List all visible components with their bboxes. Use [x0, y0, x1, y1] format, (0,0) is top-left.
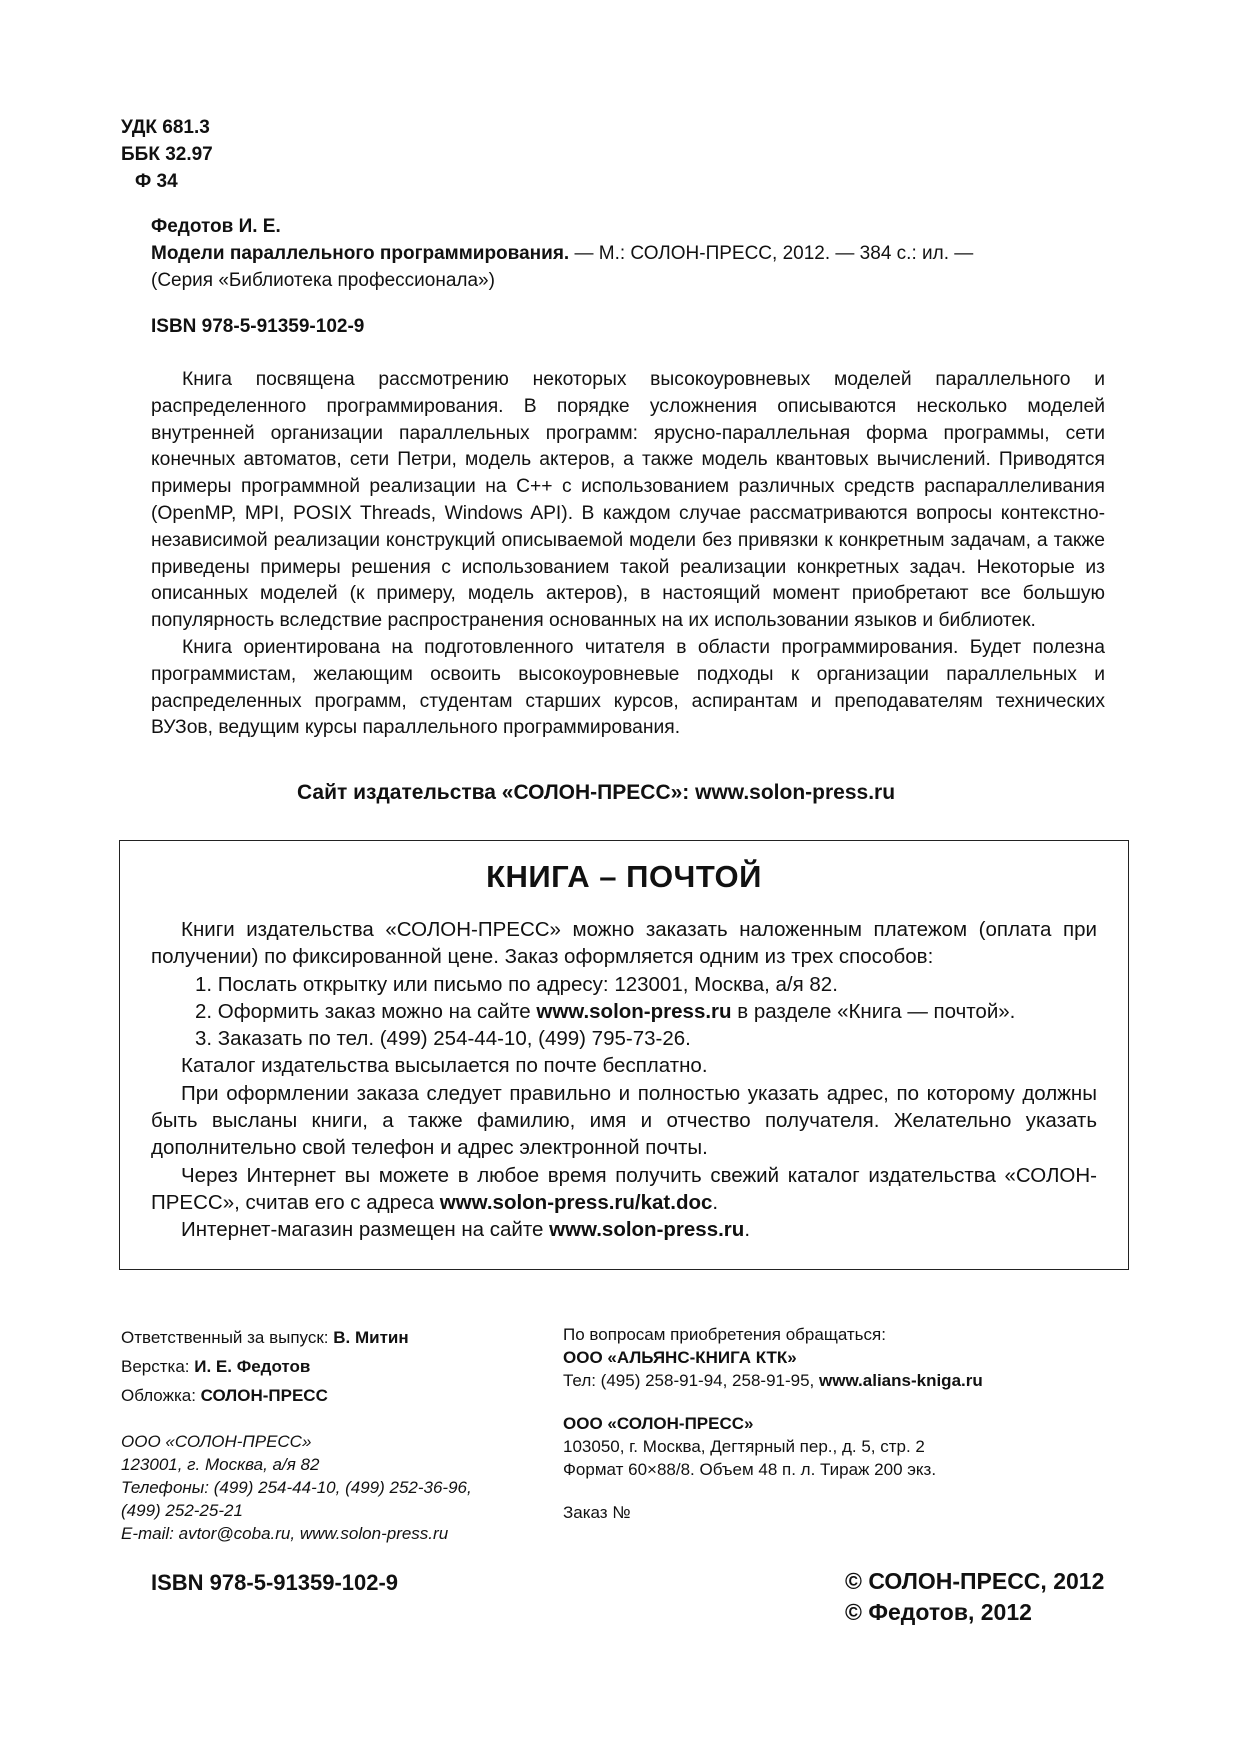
abstract — [151, 367, 1105, 742]
credit-layout-label: Верстка: — [121, 1357, 195, 1376]
book-title: Модели параллельного программирования. — [151, 243, 570, 264]
bibliographic-record — [151, 213, 1101, 294]
order-instructions: При оформлении заказа следует правильно и полностью указать адрес, по которому должны быть высланы книги, а также фамилию, имя и отчество получателя. Желательно указать дополнительно свой телефон и адрес электронной почты. — [151, 1081, 1097, 1160]
udk-code: УДК 681.3 — [121, 117, 210, 138]
shop-link[interactable]: www.solon-press.ru — [549, 1218, 745, 1242]
credit-release — [121, 1323, 409, 1352]
mail-order-body — [151, 916, 1097, 1244]
credit-cover-name: СОЛОН-ПРЕСС — [200, 1386, 328, 1405]
mail-order-title: КНИГА – ПОЧТОЙ — [486, 859, 762, 894]
publisher-name: ООО «СОЛОН-ПРЕСС» — [121, 1432, 312, 1451]
imprint: — М.: СОЛОН-ПРЕСС, 2012. — 384 с.: ил. — — [569, 243, 974, 264]
distributor-company: ООО «АЛЬЯНС-КНИГА КТК» — [563, 1348, 797, 1367]
copyright-block — [845, 1566, 1104, 1628]
credit-cover-label: Обложка: — [121, 1386, 201, 1405]
publisher-phones-2: (499) 252-25-21 — [121, 1501, 243, 1520]
series: (Серия «Библиотека профессионала») — [151, 270, 495, 291]
abstract-paragraph-1: Книга посвящена рассмотрению некоторых высокоуровневых моделей параллельного и распределенного программирования. В порядке усложнения описываются несколько моделей внутренней организации параллельных программ: ярусно-параллельная форма программы, сети конечных автоматов, сети Петри, модель актеров, а также модель квантовых вычислений. Приводятся примеры программной реализации на C++ с использованием различных средств распараллеливания (OpenMP, MPI, POSIX Threads, Windows API). В каждом случае рассматриваются вопросы контекстно-независимой реализации конструкций описываемой модели без привязки к конкретным задачам, а также приведены примеры решения с использованием такой реализации конкретных задач. Некоторые из описанных моделей (к примеру, модель актеров), в настоящий момент приобретают все большую популярность вследствие распространения основанных на их использовании языков и библиотек. — [151, 369, 1105, 632]
mail-order-intro: Книги издательства «СОЛОН-ПРЕСС» можно заказать наложенным платежом (оплата при получении) по фиксированной цене. Заказ оформляется одним из трех способов: — [151, 918, 1097, 969]
mail-order-box — [119, 840, 1129, 1270]
credit-release-name: В. Митин — [333, 1328, 409, 1347]
publisher-address — [121, 1430, 551, 1545]
publisher-phones: Телефоны: (499) 254-44-10, (499) 252-36-96, — [121, 1478, 472, 1497]
internet-catalog-tail: . — [712, 1190, 719, 1214]
isbn-bottom: ISBN 978-5-91359-102-9 — [151, 1570, 399, 1595]
publisher-site: Сайт издательства «СОЛОН-ПРЕСС»: www.solon-press.ru — [297, 781, 896, 804]
internet-catalog — [151, 1162, 1097, 1217]
spacer — [563, 1392, 1123, 1412]
internet-shop-text: Интернет-магазин размещен на сайте — [181, 1218, 550, 1242]
credit-layout — [121, 1352, 409, 1381]
distributor-phone — [563, 1369, 1123, 1392]
distributor-block — [563, 1323, 1123, 1524]
distributor-intro: По вопросам приобретения обращаться: — [563, 1325, 886, 1344]
order-site-link[interactable]: www.solon-press.ru — [536, 999, 732, 1023]
publisher-email: E-mail: avtor@coba.ru, www.solon-press.ru — [121, 1524, 449, 1543]
copyright-author: © Федотов, 2012 — [845, 1599, 1032, 1625]
credit-release-label: Ответственный за выпуск: — [121, 1328, 334, 1347]
order-method-2-tail: в разделе «Книга — почтой». — [731, 999, 1016, 1023]
abstract-paragraph-2: Книга ориентирована на подготовленного читателя в области программирования. Будет полезна программистам, желающим освоить высокоуровневые подходы к организации параллельных и распределенных программ, студентам старших курсов, аспирантам и преподавателям технических ВУЗов, ведущим курсы параллельного программирования. — [151, 636, 1105, 739]
distributor-site-link[interactable]: www.alians-kniga.ru — [819, 1371, 983, 1390]
credit-layout-name: И. Е. Федотов — [194, 1357, 311, 1376]
distributor-phone-text: Тел: (495) 258-91-94, 258-91-95, — [563, 1371, 819, 1390]
print-format: Формат 60×88/8. Объем 48 п. л. Тираж 200 экз. — [563, 1460, 937, 1479]
publisher-postal: 123001, г. Москва, а/я 82 — [121, 1455, 320, 1474]
author-mark-code: Ф 34 — [135, 171, 178, 192]
order-number: Заказ № — [563, 1503, 631, 1522]
order-method-2-text: 2. Оформить заказ можно на сайте — [195, 999, 537, 1023]
catalog-link[interactable]: www.solon-press.ru/kat.doc — [439, 1190, 713, 1214]
isbn-top: ISBN 978-5-91359-102-9 — [151, 316, 365, 337]
printer-company: ООО «СОЛОН-ПРЕСС» — [563, 1414, 754, 1433]
internet-shop-tail: . — [744, 1218, 751, 1242]
printer-address: 103050, г. Москва, Дегтярный пер., д. 5, стр. 2 — [563, 1437, 925, 1456]
order-method-2 — [151, 998, 1097, 1025]
author-name: Федотов И. Е. — [151, 216, 281, 237]
order-method-1: 1. Послать открытку или письмо по адресу: 123001, Москва, а/я 82. — [195, 972, 838, 996]
credit-cover — [121, 1381, 409, 1410]
spacer — [563, 1481, 1123, 1501]
classification-block — [121, 114, 213, 195]
bbk-code: ББК 32.97 — [121, 144, 213, 165]
copyright-publisher: © СОЛОН-ПРЕСС, 2012 — [845, 1568, 1105, 1594]
order-method-3: 3. Заказать по тел. (499) 254-44-10, (499) 795-73-26. — [195, 1027, 691, 1051]
credits — [121, 1323, 409, 1410]
internet-catalog-text: Через Интернет вы можете в любое время получить свежий каталог издательства «СОЛОН-ПРЕСС», считав его с адреса — [151, 1163, 1097, 1214]
title-line — [151, 240, 1101, 267]
internet-shop — [151, 1216, 1097, 1243]
catalog-note: Каталог издательства высылается по почте бесплатно. — [181, 1054, 708, 1078]
